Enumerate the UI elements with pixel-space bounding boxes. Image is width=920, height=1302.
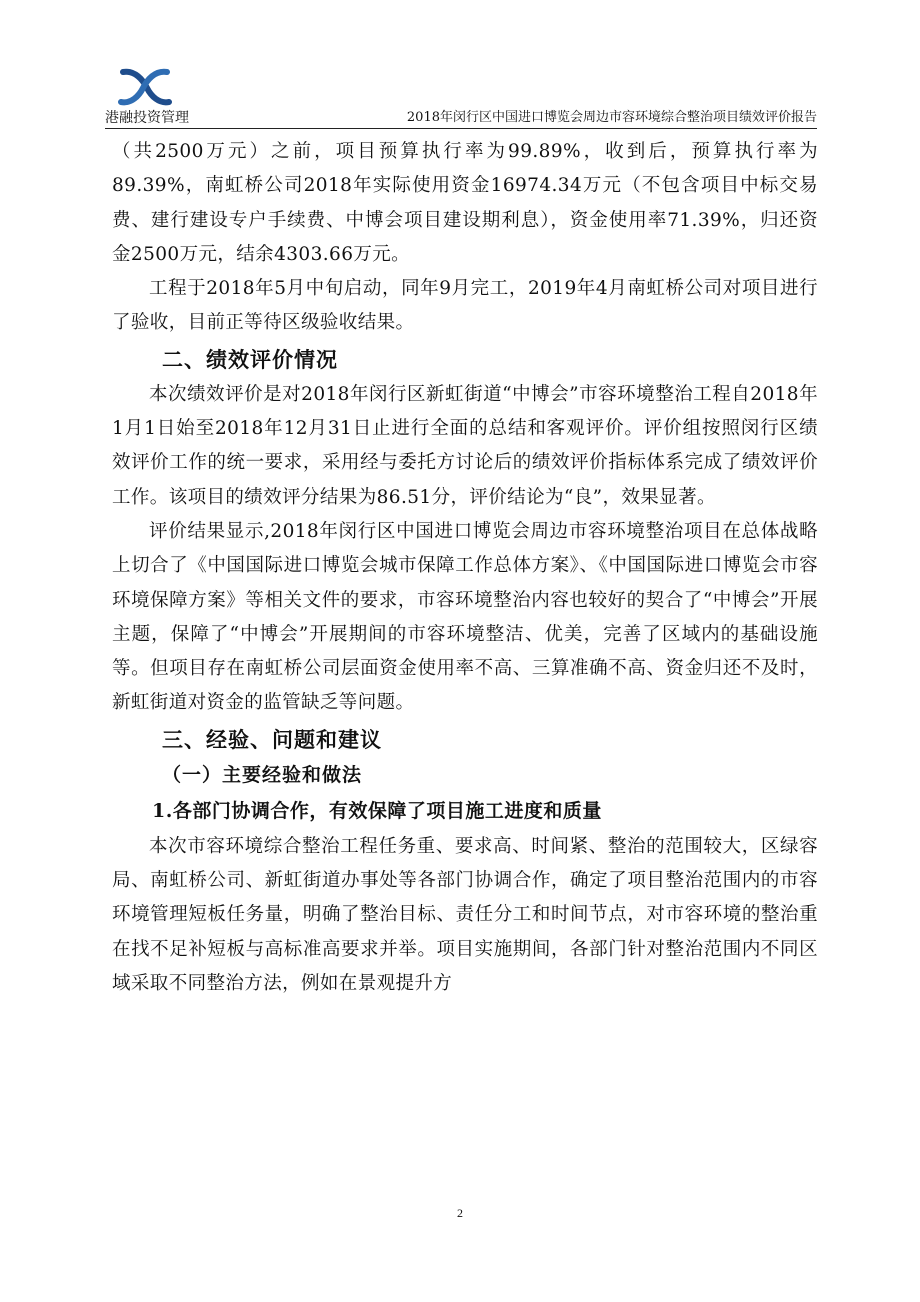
paragraph-funding: （共2500万元）之前，项目预算执行率为99.89%，收到后，预算执行率为89.39%，南虹桥公司2018年实际使用资金16974.34万元（不包含项目中标交易费、建行建设专户手续费、中博会项目建设期利息），资金使用率71.39%，归还资金2500万元，结余4303.66万元。: [112, 141, 818, 265]
company-logo-icon: [117, 66, 173, 108]
item-heading-coordination: 1.各部门协调合作，有效保障了项目施工进度和质量: [152, 799, 602, 822]
page-header: [105, 64, 817, 128]
subsection-heading-main-experience: （一）主要经验和做法: [162, 763, 363, 786]
paragraph-schedule: 工程于2018年5月中旬启动，同年9月完工，2019年4月南虹桥公司对项目进行了验收，目前正等待区级验收结果。: [112, 278, 818, 334]
company-name: 港融投资管理: [105, 110, 189, 126]
header-divider: [105, 128, 817, 129]
paragraph-evaluation-results: 评价结果显示,2018年闵行区中国进口博览会周边市容环境整治项目在总体战略上切合了《中国国际进口博览会城市保障工作总体方案》、《中国国际进口博览会市容环境保障方案》等相关文件的要求，市容环境整治内容也较好的契合了“中博会”开展主题，保障了“中博会”开展期间的市容环境整洁、优美，完善了区域内的基础设施等。但项目存在南虹桥公司层面资金使用率不高、三算准确不高、资金归还不及时，新虹街道对资金的监管缺乏等问题。: [112, 520, 818, 714]
document-body: [112, 135, 818, 1001]
section-heading-evaluation: 二、绩效评价情况: [162, 346, 338, 372]
section-heading-experience: 三、经验、问题和建议: [162, 726, 382, 752]
paragraph-coordination: 本次市容环境综合整治工程任务重、要求高、时间紧、整治的范围较大，区绿容局、南虹桥公司、新虹街道办事处等各部门协调合作，确定了项目整治范围内的市容环境管理短板任务量，明确了整治目标、责任分工和时间节点，对市容环境的整治重在找不足补短板与高标准高要求并举。项目实施期间，各部门针对整治范围内不同区域采取不同整治方法，例如在景观提升方: [112, 835, 818, 994]
report-title: 2018年闵行区中国进口博览会周边市容环境综合整治项目绩效评价报告: [406, 110, 817, 125]
paragraph-evaluation-scope: 本次绩效评价是对2018年闵行区新虹街道“中博会”市容环境整治工程自2018年1月1日始至2018年12月31日止进行全面的总结和客观评价。评价组按照闵行区绩效评价工作的统一要求，采用经与委托方讨论后的绩效评价指标体系完成了绩效评价工作。该项目的绩效评分结果为86.51分，评价结论为“良”，效果显著。: [112, 383, 818, 508]
page-number: 2: [457, 1206, 463, 1220]
